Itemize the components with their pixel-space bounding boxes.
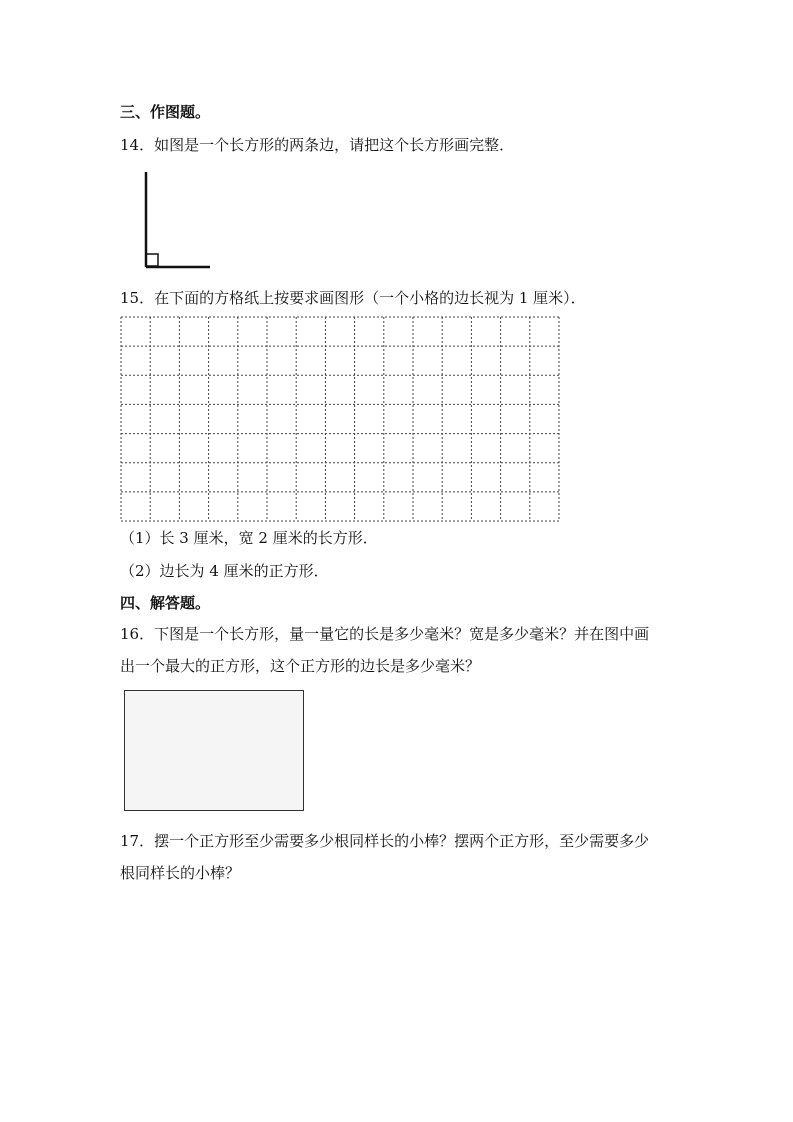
section-heading-drawing: 三、作图题。: [120, 103, 211, 121]
question-16-line-1: 16．下图是一个长方形，量一量它的长是多少毫米？宽是多少毫米？并在图中画: [120, 625, 650, 643]
section-heading-answers: 四、解答题。: [120, 594, 211, 612]
question-15: 15．在下面的方格纸上按要求画图形（一个小格的边长视为 1 厘米）．: [120, 289, 586, 307]
grid-paper[interactable]: [120, 316, 560, 522]
question-17-line-1: 17．摆一个正方形至少需要多少根同样长的小棒？摆两个正方形，至少需要多少: [120, 832, 650, 850]
measure-rectangle-figure[interactable]: [124, 690, 304, 811]
rectangle-two-sides-figure: [138, 170, 218, 272]
question-16-line-2: 出一个最大的正方形，这个正方形的边长是多少毫米？: [120, 657, 481, 675]
right-angle-mark: [146, 254, 158, 266]
question-15-part-2: （2）边长为 4 厘米的正方形．: [120, 562, 329, 580]
question-15-part-1: （1）长 3 厘米，宽 2 厘米的长方形．: [120, 529, 378, 547]
question-17-line-2: 根同样长的小棒？: [120, 864, 241, 882]
question-14: 14．如图是一个长方形的两条边，请把这个长方形画完整．: [120, 136, 515, 154]
